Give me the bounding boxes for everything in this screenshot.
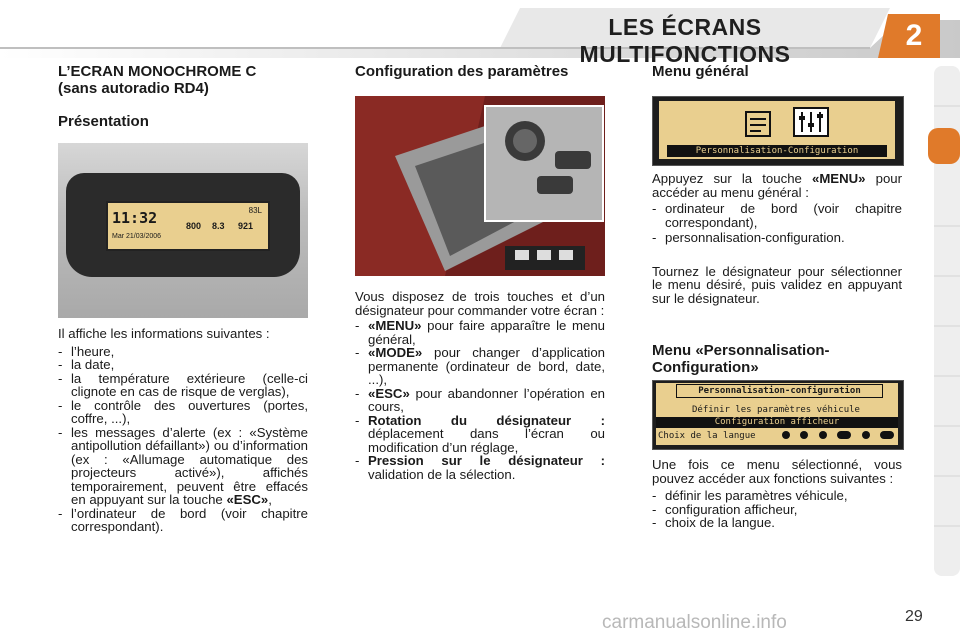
chapter-number: 2	[905, 19, 923, 52]
interior-controls-photo	[355, 96, 605, 276]
section-title-monochrome	[58, 63, 308, 97]
personalisation-menu-lcd	[656, 383, 898, 445]
watermark: carmanualsonline.info	[602, 612, 787, 633]
subtitle-presentation: Présentation	[58, 113, 149, 130]
title-line-1: Menu «Personnalisation-	[652, 342, 830, 359]
item-text: pour abandonner l’opération en cours,	[368, 385, 605, 414]
dashboard-display-photo	[58, 143, 308, 318]
general-menu-lcd	[659, 101, 895, 159]
mode-key-label: «MODE»	[368, 345, 423, 360]
lcd-time: 11:32	[112, 209, 158, 227]
item-text: pour changer d’application permanente (ordinateur de bord, date, ...),	[368, 345, 605, 387]
right-title-2	[652, 342, 902, 376]
page-header-title: LES ÉCRANS MULTIFONCTIONS	[579, 14, 791, 67]
lcd-value-2: 8.3	[212, 221, 225, 231]
functions-intro: Une fois ce menu sélectionné, vous pouvez accéder aux fonctions suivantes :	[652, 457, 902, 486]
list-item: - définir les paramètres véhicule,	[652, 489, 902, 503]
section-title-configuration: Configuration des paramètres	[355, 63, 569, 80]
middle-intro: Vous disposez de trois touches et d’un désignateur pour commander votre écran :	[355, 289, 605, 318]
lcd-value-1: 800	[186, 221, 202, 231]
lcd-date: Mar 21/03/2006	[112, 233, 162, 240]
flag-icon	[880, 431, 894, 439]
flag-icon	[800, 431, 808, 439]
lcd-screen	[106, 201, 270, 251]
right-body-1	[652, 172, 902, 305]
general-menu-list	[652, 202, 902, 245]
settings-sliders-icon	[793, 107, 829, 137]
personalisation-menu-screen	[652, 380, 904, 450]
controls-list	[355, 319, 605, 481]
item-text: pour faire apparaître le menu général,	[368, 318, 605, 347]
list-item: - ordinateur de bord (voir chapitre correspondant),	[652, 202, 902, 229]
general-menu-screen	[652, 96, 904, 166]
list-item	[355, 387, 605, 414]
esc-key-label: «ESC»	[226, 492, 269, 507]
flag-icon	[819, 431, 827, 439]
list-item: - l’ordinateur de bord (voir chapitre correspondant).	[58, 507, 308, 534]
section-title-personalisation-menu	[652, 342, 902, 376]
lcd-range: 83L	[248, 206, 262, 215]
menu-key-label: «MENU»	[368, 318, 422, 333]
lcd-value-3: 921	[238, 221, 254, 231]
left-intro: Il affiche les informations suivantes :	[58, 326, 270, 341]
middle-column-title	[355, 63, 610, 80]
active-chapter-tab	[928, 128, 960, 164]
list-item: - l’heure,	[58, 345, 308, 359]
left-info-list	[58, 345, 308, 534]
general-menu-selected-item[interactable]: Personnalisation-Configuration	[667, 145, 887, 157]
list-item	[58, 426, 308, 507]
press-label: Pression sur le désignateur :	[368, 453, 605, 468]
title-line-1: L’ECRAN MONOCHROME C	[58, 63, 257, 80]
title-line-2: (sans autoradio RD4)	[58, 80, 209, 97]
flag-icon	[782, 431, 790, 439]
rotation-label: Rotation du désignateur :	[368, 412, 605, 428]
title-line-2: Configuration»	[652, 359, 759, 376]
list-item	[355, 319, 605, 346]
text: Appuyez sur la touche	[652, 171, 812, 186]
left-column	[58, 63, 308, 130]
section-title-general-menu: Menu général	[652, 63, 749, 80]
right-column-title	[652, 63, 902, 80]
left-body	[58, 327, 308, 534]
menu-item-vehicle-parameters[interactable]: Définir les paramètres véhicule	[692, 405, 860, 415]
item-text: déplacement dans l’écran ou modification d’un réglage,	[368, 426, 605, 455]
page-number: 29	[905, 608, 923, 625]
flag-icon	[837, 431, 851, 439]
list-item: - la date,	[58, 358, 308, 372]
punctuation: ,	[268, 492, 272, 507]
right-body-2	[652, 458, 902, 530]
item-text: validation de la sélection.	[368, 466, 516, 482]
list-item: - choix de la langue.	[652, 516, 902, 530]
menu-item-language[interactable]: Choix de la langue	[658, 431, 756, 441]
side-tab-strip	[928, 66, 960, 576]
rotate-instruction: Tournez le désignateur pour sélectionner le menu désiré, puis validez en appuyant sur le désignateur.	[652, 263, 902, 306]
list-item: - le contrôle des ouvertures (portes, coffre, ...),	[58, 399, 308, 426]
menu-key-label: «MENU»	[811, 171, 866, 186]
screen-title: Personnalisation-configuration	[676, 384, 883, 398]
list-item	[355, 454, 605, 481]
list-item: - la température extérieure (celle-ci clignote en cas de risque de verglas),	[58, 372, 308, 399]
menu-item-display-configuration[interactable]: Configuration afficheur	[656, 417, 898, 428]
esc-key-label: «ESC»	[368, 385, 410, 401]
text: pour accéder au menu général :	[652, 171, 902, 200]
middle-body	[355, 290, 605, 481]
menu-intro	[652, 172, 902, 199]
alert-messages-text: les messages d’alerte (ex : «Système antipollution défaillant») ou d’information (ex : «Allumage automatique des projecteurs activé»), affichés temporairement, peuvent être effacés en appuyant sur la touche	[71, 424, 308, 507]
language-flags	[782, 431, 894, 442]
list-item	[355, 346, 605, 387]
list-item: - personnalisation-configuration.	[652, 231, 902, 245]
functions-list	[652, 489, 902, 530]
flag-icon	[862, 431, 870, 439]
list-item	[355, 414, 605, 455]
list-item: - configuration afficheur,	[652, 503, 902, 517]
computer-icon	[743, 109, 773, 139]
